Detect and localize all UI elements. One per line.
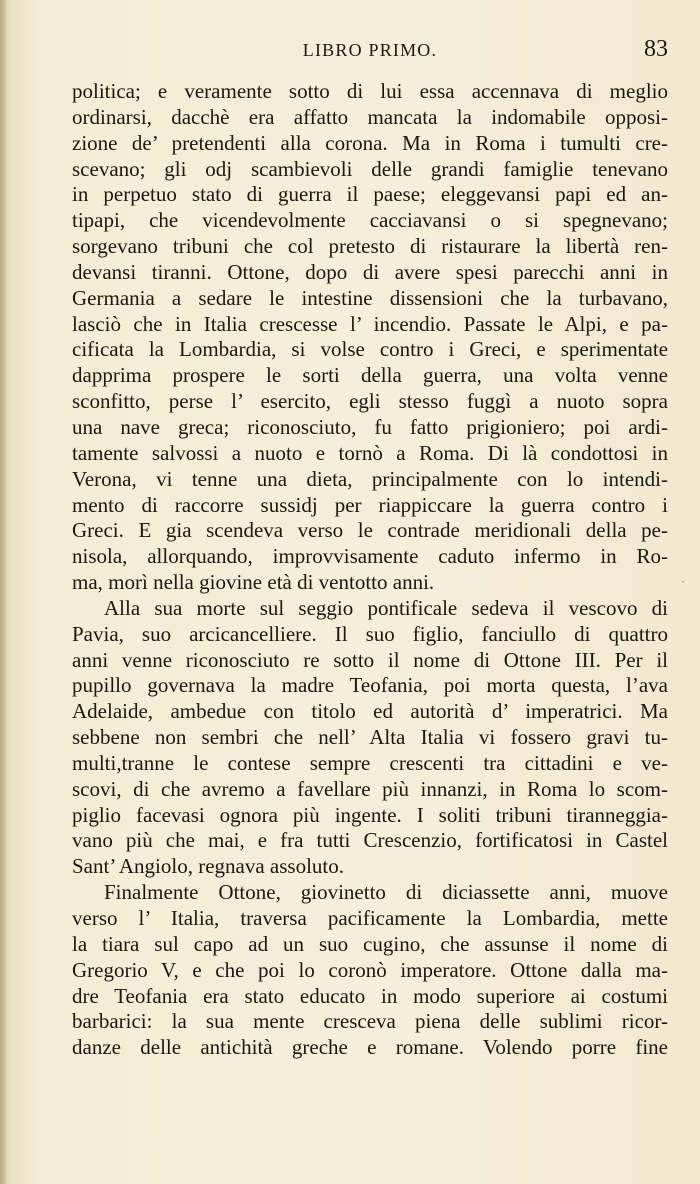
page-number: 83 [644,36,668,62]
text-line: Verona, vi tenne una dieta, principalmente con lo intendi- [72,466,668,491]
text-line: piglio facevasi ognora più ingente. I soliti tribuni tiranneggia- [72,802,668,827]
text-line: mento di raccorre sussidj per riappiccare la guerra contro i [72,492,668,517]
text-line: cificata la Lombardia, si volse contro i Greci, e sperimentate [72,337,668,362]
text-line: sorgevano tribuni che col pretesto di ristaurare la libertà ren- [72,234,668,259]
text-line: politica; e veramente sotto di lui essa accennava di meglio [72,79,668,103]
text-line: la tiara sul capo ad un suo cugino, che assunse il nome di [72,931,668,956]
text-line: ma, morì nella giovine età di ventotto anni. [72,570,435,595]
text-line: Finalmente Ottone, giovinetto di diciassette anni, muove [104,880,668,905]
text-line: scovi, di che avremo a favellare più innanzi, in Roma lo scom- [72,776,668,801]
text-line: Greci. E gia scendeva verso le contrade meridionali della pe- [72,518,668,543]
text-line: ordinarsi, dacchè era affatto mancata la indomabile opposi- [72,104,668,129]
text-line: dre Teofania era stato educato in modo superiore ai costumi [72,983,668,1008]
text-line: tipapi, che vicendevolmente cacciavansi o si spegnevano; [72,208,668,233]
text-line: dapprima prospere le sorti della guerra, una volta venne [72,363,668,388]
text-line: Pavia, suo arcicancelliere. Il suo figlio, fanciullo di quattro [72,621,668,646]
text-line: verso l’ Italia, traversa pacificamente la Lombardia, mette [72,906,668,930]
text-line: sconfitto, perse l’ esercito, egli stesso fuggì a nuoto sopra [72,389,668,414]
text-line: pupillo governava la madre Teofania, poi morta questa, l’ava [72,673,668,698]
text-line: una nave greca; riconosciuto, fu fatto prigioniero; poi ardi- [72,414,668,439]
text-line: sebbene non sembri che nell’ Alta Italia vi fossero gravi tu- [72,725,668,750]
text-line: Sant’ Angiolo, regnava assoluto. [72,854,344,879]
text-line: multi,tranne le contese sempre crescenti tra cittadini e ve- [72,750,668,775]
body-text [72,79,668,1061]
text-line: lasciò che in Italia crescesse l’ incendio. Passate le Alpi, e pa- [72,311,668,336]
text-line: zione de’ pretendenti alla corona. Ma in Roma i tumulti cre- [72,130,668,155]
text-line: anni venne riconosciuto re sotto il nome di Ottone III. Per il [72,647,668,672]
text-line: vano più che mai, e fra tutti Crescenzio, fortificatosi in Castel [72,828,668,853]
running-title: LIBRO PRIMO. [302,40,438,60]
text-line: barbarici: la sua mente cresceva piena delle sublimi ricor- [72,1009,668,1034]
text-line: Germania a sedare le intestine dissensioni che la turbavano, [72,285,668,310]
text-line: tamente salvossi a nuoto e tornò a Roma. Di là condottosi in [72,440,668,465]
text-line: Adelaide, ambedue con titolo ed autorità d’ imperatrici. Ma [72,699,668,724]
text-line: danze delle antichità greche e romane. Volendo porre fine [72,1035,668,1060]
text-line: nisola, allorquando, improvvisamente caduto infermo in Ro- [72,544,668,569]
page-spine-shadow [0,0,6,1184]
text-line: in perpetuo stato di guerra il paese; eleggevansi papi ed an- [72,182,668,207]
text-line: devansi tiranni. Ottone, dopo di avere spesi parecchi anni in [72,259,668,284]
margin-mark: · [681,575,685,589]
page-header [72,36,668,72]
text-line: scevano; gli odj scambievoli delle grandi famiglie tenevano [72,156,668,181]
text-line: Gregorio V, e che poi lo coronò imperatore. Ottone dalla ma- [72,957,668,982]
text-line: Alla sua morte sul seggio pontificale sedeva il vescovo di [104,595,668,620]
